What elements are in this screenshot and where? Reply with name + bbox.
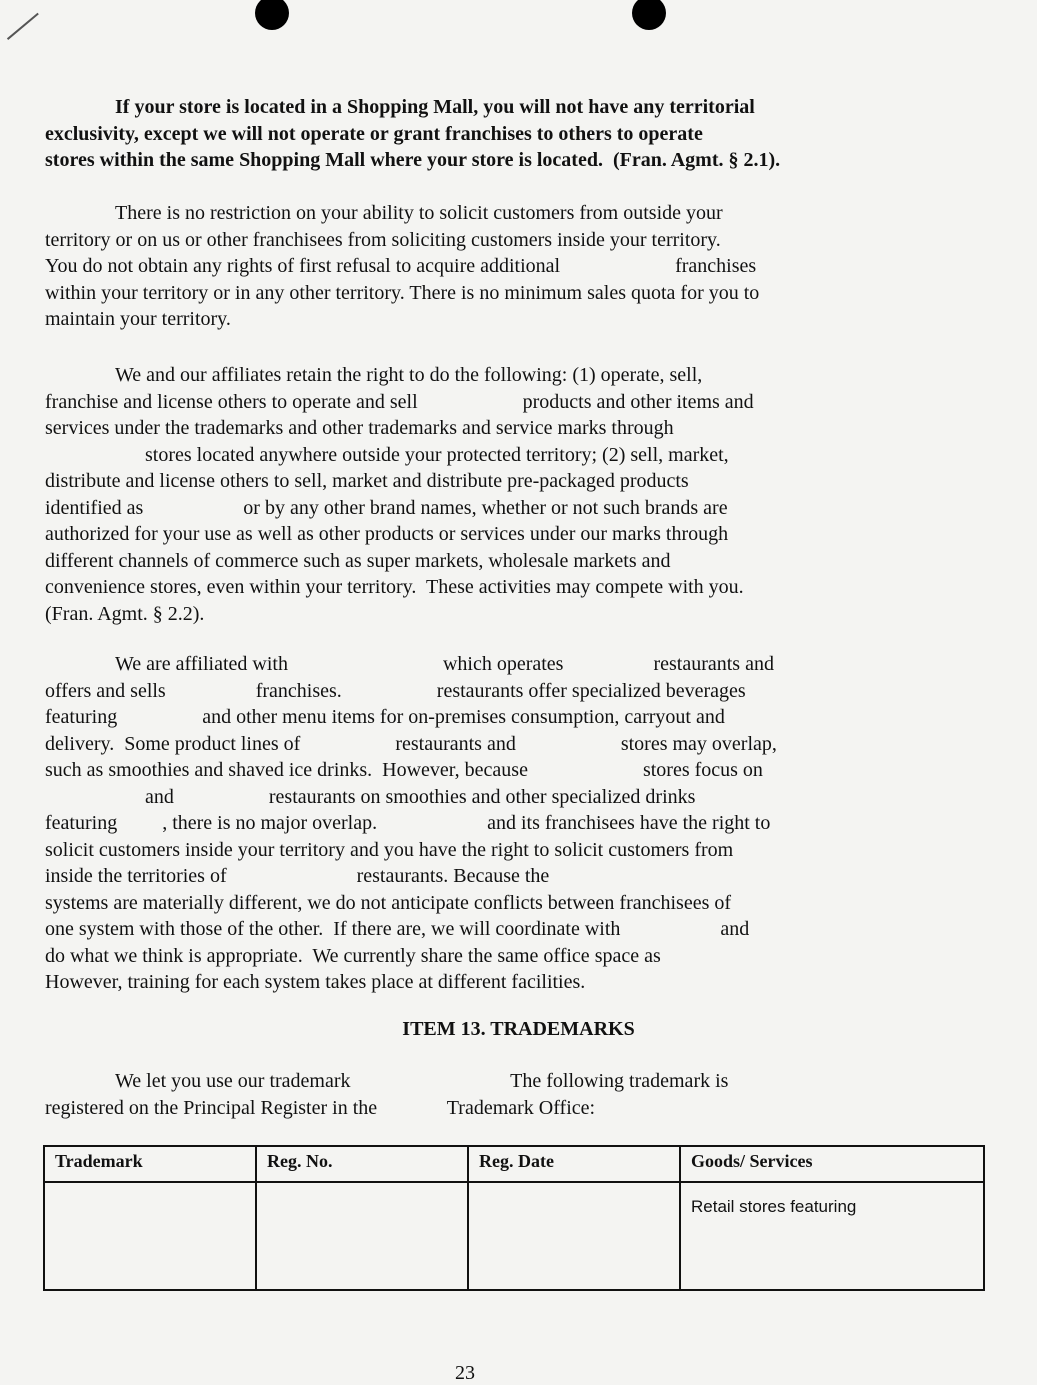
page-corner-fold <box>0 0 39 40</box>
text-line: There is no restriction on your ability to solicit customers from outside your <box>115 202 723 224</box>
text-line: services under the trademarks and other trademarks and service marks through <box>45 417 674 439</box>
text-line: identified as or by any other brand names, whether or not such brands are <box>45 496 728 519</box>
text-line: convenience stores, even within your territory. These activities may compete with you. <box>45 576 744 598</box>
text-line: If your store is located in a Shopping Mall, you will not have any territorial <box>115 96 755 118</box>
cell-reg-date <box>468 1182 680 1290</box>
cell-trademark <box>44 1182 256 1290</box>
table-row <box>44 1182 984 1290</box>
text-line: and restaurants on smoothies and other specialized drinks <box>45 785 696 808</box>
paragraph-affiliates <box>45 651 885 996</box>
paragraph-mall-exclusivity <box>45 94 885 174</box>
text-line: such as smoothies and shaved ice drinks. However, because stores focus on <box>45 759 763 781</box>
trademark-table <box>43 1145 985 1291</box>
text-line: featuring and other menu items for on-premises consumption, carryout and <box>45 706 725 728</box>
text-line: maintain your territory. <box>45 308 231 330</box>
text-line: featuring , there is no major overlap. and its franchisees have the right to <box>45 812 771 834</box>
text-line: territory or on us or other franchisees from soliciting customers inside your territory. <box>45 228 721 251</box>
col-header-goods-services: Goods/ Services <box>680 1146 984 1182</box>
text-line: different channels of commerce such as super markets, wholesale markets and <box>45 549 671 572</box>
text-line: We let you use our trademark The following trademark is <box>115 1070 729 1092</box>
col-header-reg-no: Reg. No. <box>256 1146 468 1182</box>
text-line: We and our affiliates retain the right to do the following: (1) operate, sell, <box>115 364 703 386</box>
text-line: distribute and license others to sell, market and distribute pre-packaged products <box>45 470 689 492</box>
text-line: registered on the Principal Register in the Trademark Office: <box>45 1096 596 1119</box>
col-header-trademark: Trademark <box>44 1146 256 1182</box>
page-number: 23 <box>455 1362 475 1384</box>
text-line: stores within the same Shopping Mall where your store is located. (Fran. Agmt. § 2.1). <box>45 149 781 171</box>
paragraph-solicitation <box>45 200 885 333</box>
text-line: solicit customers inside your territory and you have the right to solicit customers from <box>45 838 734 861</box>
text-line: one system with those of the other. If there are, we will coordinate with and <box>45 918 750 940</box>
text-line: However, training for each system takes place at different facilities. <box>45 971 586 993</box>
text-line: do what we think is appropriate. We currently share the same office space as <box>45 944 661 967</box>
text-line: authorized for your use as well as other products or services under our marks through <box>45 523 729 545</box>
text-line: delivery. Some product lines of restaurants and stores may overlap, <box>45 732 777 755</box>
text-line: franchise and license others to operate and sell products and other items and <box>45 390 754 413</box>
binder-hole <box>632 0 666 30</box>
binder-hole <box>255 0 289 30</box>
text-line: inside the territories of restaurants. Because the <box>45 865 550 887</box>
col-header-reg-date: Reg. Date <box>468 1146 680 1182</box>
paragraph-trademark-intro <box>45 1068 885 1121</box>
text-line: stores located anywhere outside your protected territory; (2) sell, market, <box>45 443 729 466</box>
text-line: exclusivity, except we will not operate or grant franchises to others to operate <box>45 122 703 145</box>
paragraph-reserved-rights <box>45 362 885 627</box>
text-line: We are affiliated with which operates restaurants and <box>115 653 774 675</box>
text-line: systems are materially different, we do not anticipate conflicts between franchisees of <box>45 891 732 914</box>
cell-reg-no <box>256 1182 468 1290</box>
section-heading: ITEM 13. TRADEMARKS <box>402 1018 635 1040</box>
text-line: within your territory or in any other territory. There is no minimum sales quota for you to <box>45 281 760 304</box>
text-line: You do not obtain any rights of first refusal to acquire additional franchises <box>45 255 757 277</box>
cell-goods-services: Retail stores featuring <box>680 1182 984 1290</box>
text-line: (Fran. Agmt. § 2.2). <box>45 602 205 625</box>
text-line: offers and sells franchises. restaurants offer specialized beverages <box>45 679 746 702</box>
